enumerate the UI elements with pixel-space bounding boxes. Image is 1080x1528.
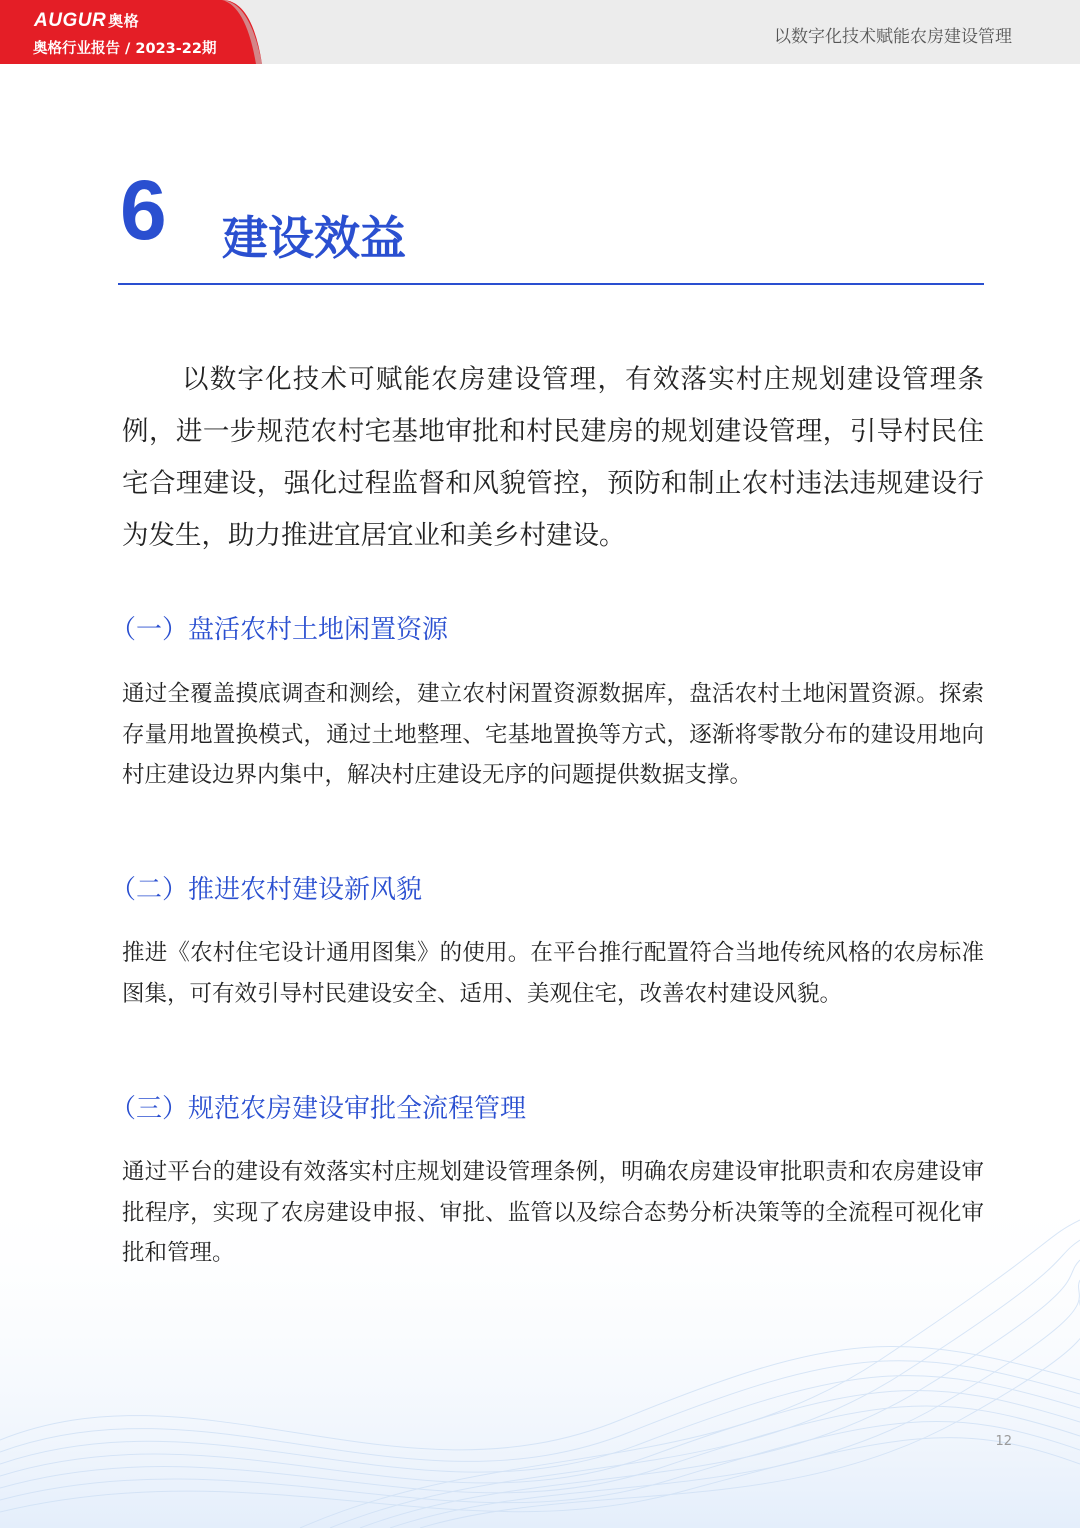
chapter-divider	[118, 283, 984, 285]
chapter-title: 建设效益	[222, 211, 406, 265]
report-label: 奥格行业报告 / 2023-22期	[33, 41, 217, 57]
page-header	[0, 0, 1080, 64]
page-number: 12	[995, 1434, 1012, 1449]
section-heading-1: （一）盘活农村土地闲置资源	[110, 615, 449, 645]
section-body-2: 推进《农村住宅设计通用图集》的使用。在平台推行配置符合当地传统风格的农房标准图集，可有效引导村民建设安全、适用、美观住宅，改善农村建设风貌。	[122, 940, 984, 1007]
intro-paragraph: 以数字化技术可赋能农房建设管理，有效落实村庄规划建设管理条例，进一步规范农村宅基地审批和村民建房的规划建设管理，引导村民住宅合理建设，强化过程监督和风貌管控，预防和制止农村违法违规建设行为发生，助力推进宜居宜业和美乡村建设。	[122, 364, 984, 551]
section-body-3: 通过平台的建设有效落实村庄规划建设管理条例，明确农房建设审批职责和农房建设审批程序，实现了农房建设申报、审批、监管以及综合态势分析决策等的全流程可视化审批和管理。	[122, 1159, 984, 1266]
augur-logo: AUGUR 奥格	[34, 10, 140, 31]
section-heading-2: （二）推进农村建设新风貌	[110, 875, 423, 905]
section-heading-3: （三）规范农房建设审批全流程管理	[110, 1094, 527, 1124]
section-body-1: 通过全覆盖摸底调查和测绘，建立农村闲置资源数据库，盘活农村土地闲置资源。探索存量用地置换模式，通过土地整理、宅基地置换等方式，逐渐将零散分布的建设用地向村庄建设边界内集中，解决村庄建设无序的问题提供数据支撑。	[122, 681, 984, 788]
document-title: 以数字化技术赋能农房建设管理	[774, 27, 1012, 47]
header-brand-block	[0, 0, 262, 64]
chapter-number: 6	[120, 163, 167, 257]
